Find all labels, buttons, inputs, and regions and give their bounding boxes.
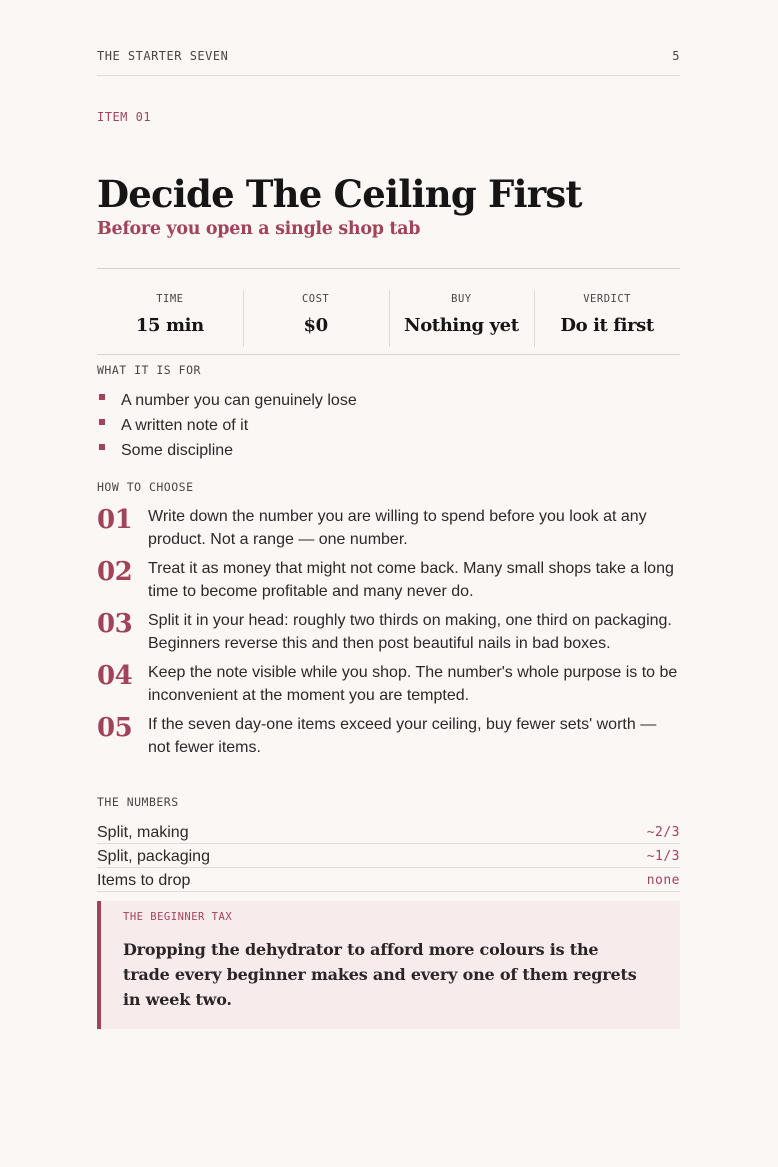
step-item bbox=[97, 713, 680, 759]
stat-value: Do it first bbox=[560, 315, 654, 336]
stat-buy bbox=[389, 269, 535, 354]
page-number: 5 bbox=[672, 49, 680, 63]
step-text: Keep the note visible while you shop. The number's whole purpose is to be inconvenient at the moment you are tempted. bbox=[148, 664, 678, 704]
stat-label: BUY bbox=[451, 293, 472, 305]
table-row bbox=[97, 844, 680, 868]
step-number: 05 bbox=[97, 713, 133, 743]
section-label-what-it-is-for: WHAT IT IS FOR bbox=[97, 363, 201, 377]
stat-label: COST bbox=[301, 293, 330, 305]
square-bullet-icon bbox=[99, 444, 105, 450]
row-name: Split, making bbox=[97, 824, 189, 841]
running-header bbox=[97, 49, 680, 63]
list-item bbox=[97, 413, 357, 438]
stat-value: Nothing yet bbox=[404, 315, 519, 336]
square-bullet-icon bbox=[99, 419, 105, 425]
stat-label: TIME bbox=[156, 293, 184, 305]
step-number: 04 bbox=[97, 661, 133, 691]
page-subtitle: Before you open a single shop tab bbox=[97, 219, 421, 239]
row-value: ~2/3 bbox=[646, 825, 680, 840]
stat-label: VERDICT bbox=[583, 293, 631, 305]
square-bullet-icon bbox=[99, 394, 105, 400]
step-item bbox=[97, 661, 680, 707]
step-text: If the seven day-one items exceed your ceiling, buy fewer sets' worth — not fewer items. bbox=[148, 716, 657, 756]
step-number: 03 bbox=[97, 609, 133, 639]
row-value: none bbox=[646, 873, 680, 888]
row-name: Items to drop bbox=[97, 872, 191, 889]
steps-list bbox=[97, 505, 680, 765]
list-item bbox=[97, 438, 357, 463]
step-number: 02 bbox=[97, 557, 133, 587]
row-value: ~1/3 bbox=[646, 849, 680, 864]
row-name: Split, packaging bbox=[97, 848, 210, 865]
stat-time bbox=[97, 269, 243, 354]
stat-value: $0 bbox=[303, 315, 328, 336]
step-item bbox=[97, 609, 680, 655]
list-item-text: Some discipline bbox=[121, 442, 234, 459]
purpose-list bbox=[97, 388, 357, 463]
section-label-how-to-choose: HOW TO CHOOSE bbox=[97, 480, 194, 494]
step-number: 01 bbox=[97, 505, 133, 535]
table-row bbox=[97, 820, 680, 844]
callout-text: Dropping the dehydrator to afford more colours is the trade every beginner makes and every one of them regrets in week two. bbox=[123, 940, 637, 1009]
table-row bbox=[97, 868, 680, 892]
step-text: Write down the number you are willing to spend before you look at any product. Not a range — one number. bbox=[148, 508, 647, 548]
header-divider bbox=[97, 75, 680, 76]
stat-verdict bbox=[534, 269, 680, 354]
stat-cost bbox=[243, 269, 389, 354]
section-label-the-numbers: THE NUMBERS bbox=[97, 795, 179, 809]
numbers-table bbox=[97, 820, 680, 892]
stat-value: 15 min bbox=[135, 315, 204, 336]
step-text: Split it in your head: roughly two thirds on making, one third on packaging. Beginners reverse this and then post beautiful nails in bad boxes. bbox=[148, 612, 672, 652]
step-item bbox=[97, 557, 680, 603]
item-label: ITEM 01 bbox=[97, 110, 152, 124]
list-item-text: A number you can genuinely lose bbox=[121, 392, 357, 409]
running-title: THE STARTER SEVEN bbox=[97, 49, 229, 63]
page-title: Decide The Ceiling First bbox=[97, 172, 582, 216]
callout-label: THE BEGINNER TAX bbox=[123, 911, 233, 923]
list-item-text: A written note of it bbox=[121, 417, 249, 434]
callout-box bbox=[97, 901, 680, 1029]
stats-strip bbox=[97, 268, 680, 355]
step-item bbox=[97, 505, 680, 551]
list-item bbox=[97, 388, 357, 413]
step-text: Treat it as money that might not come back. Many small shops take a long time to become profitable and many never do. bbox=[148, 560, 674, 600]
